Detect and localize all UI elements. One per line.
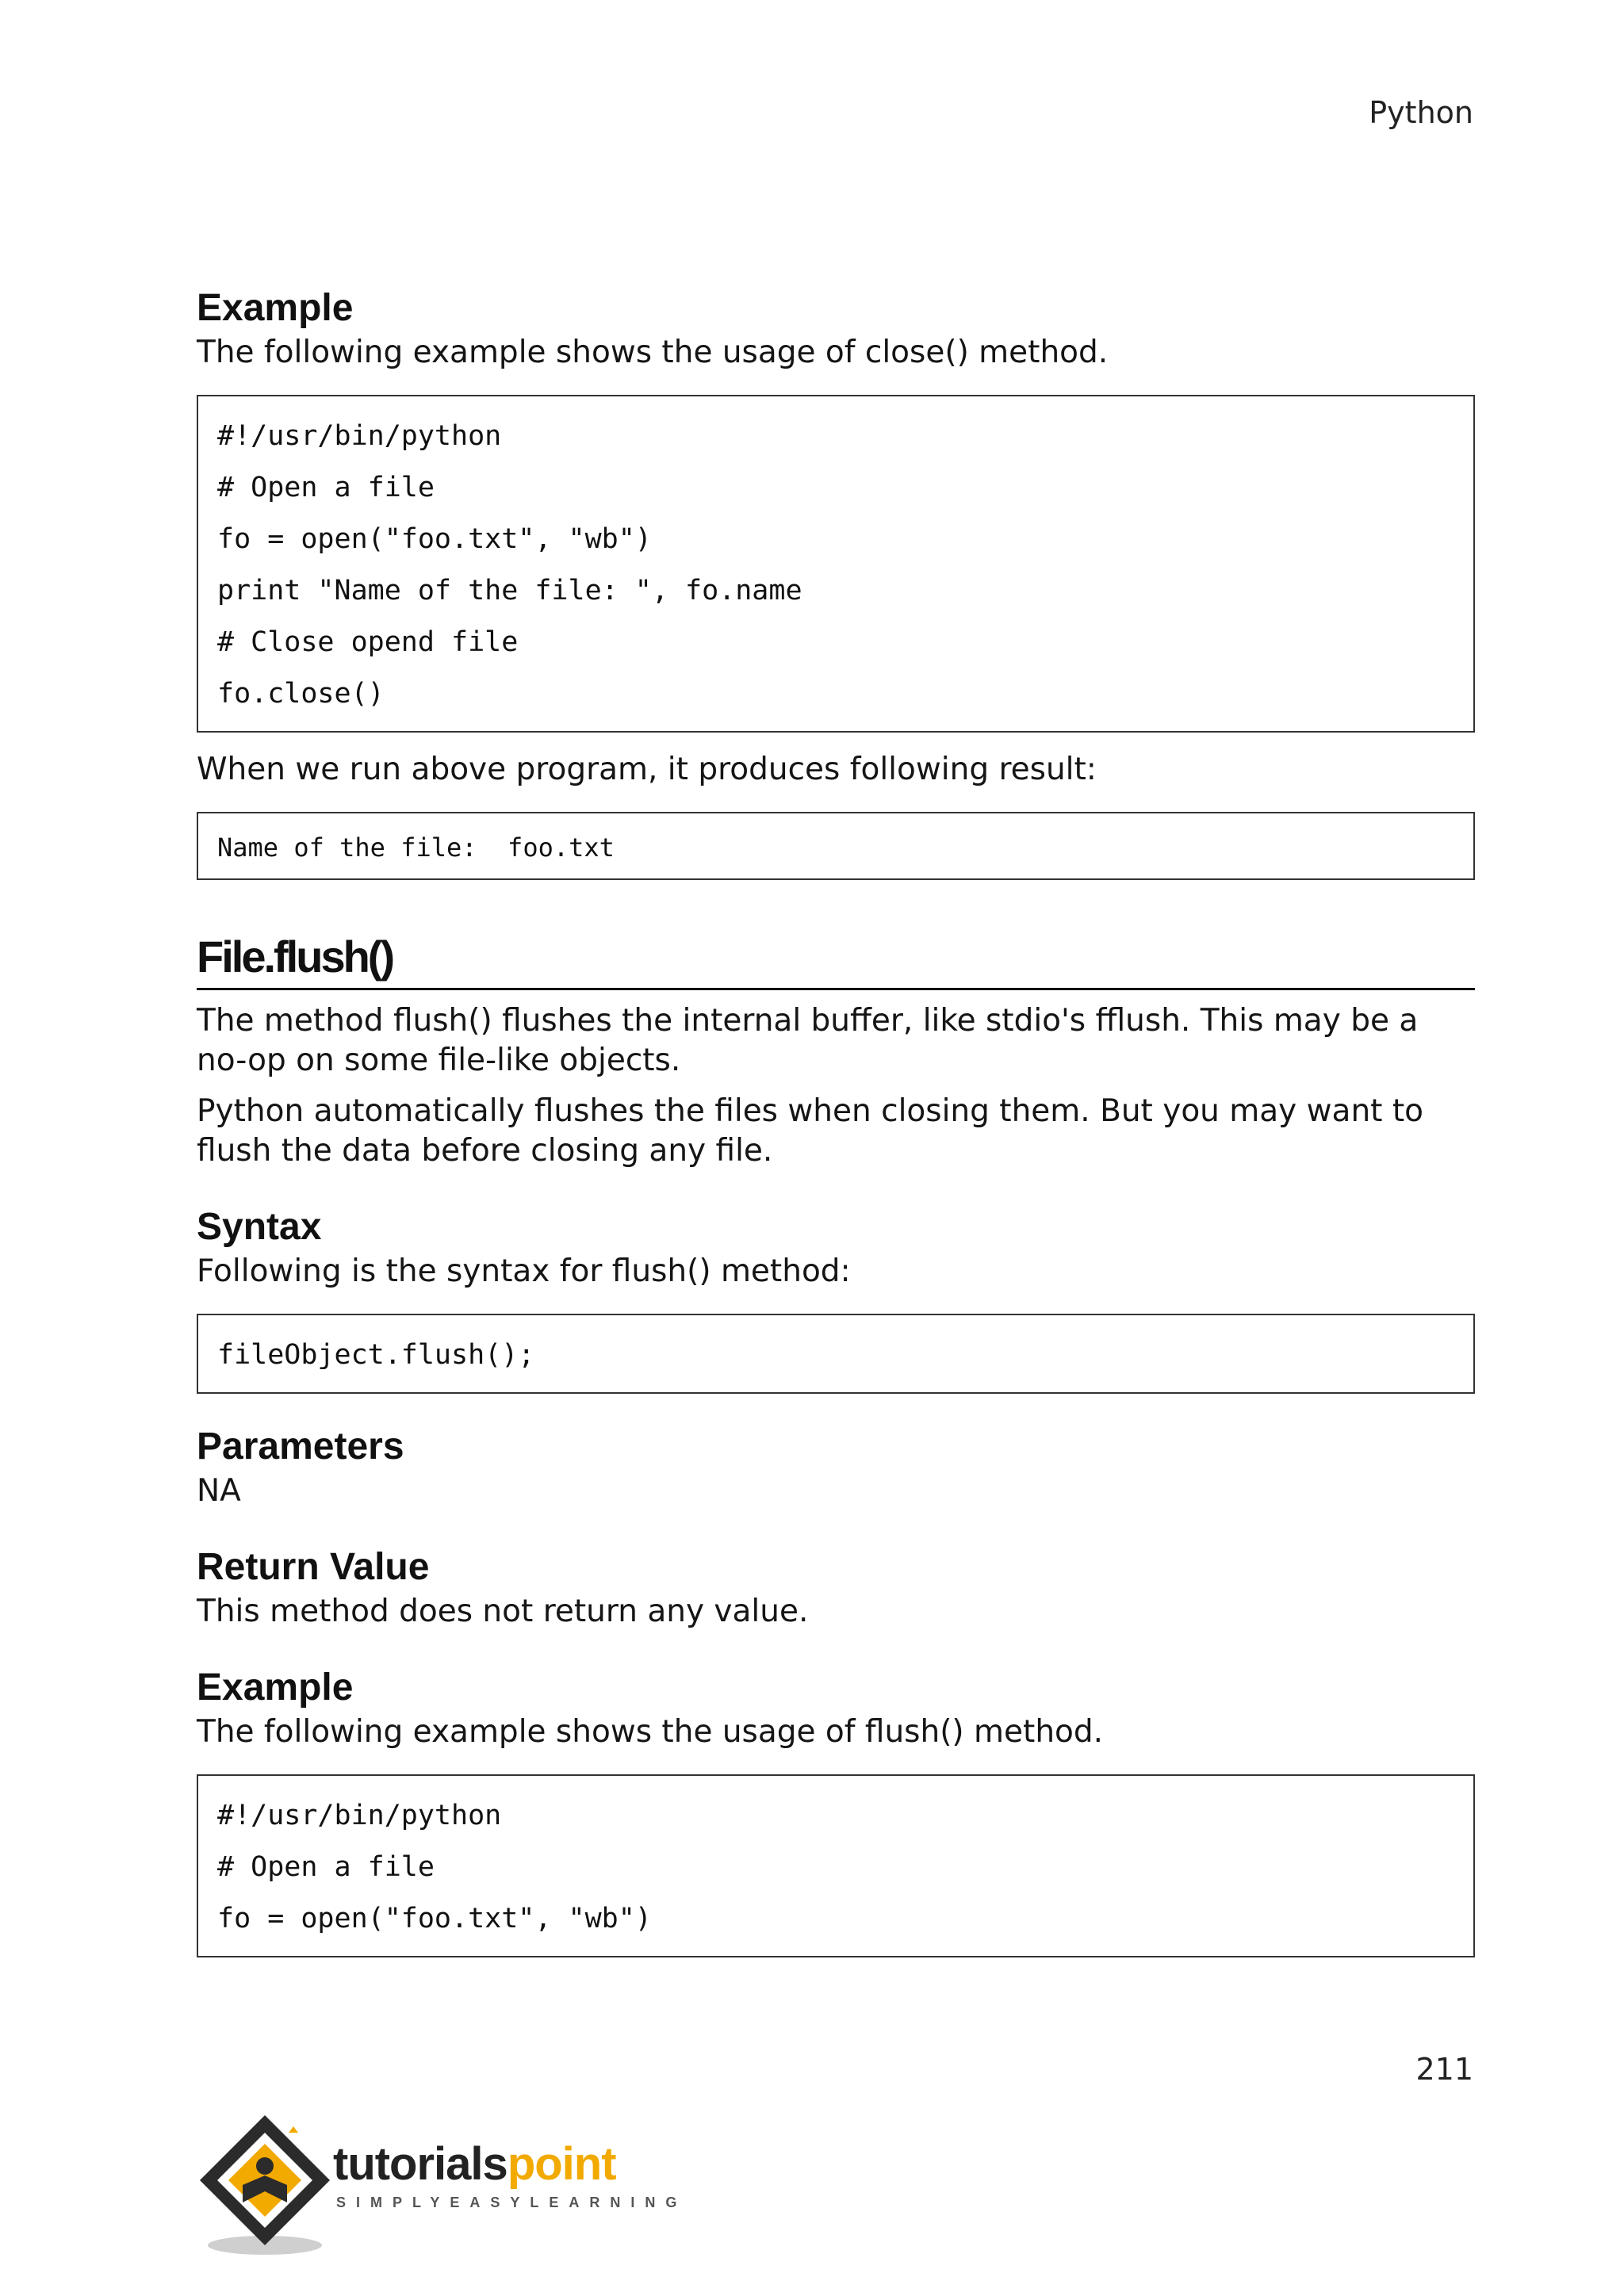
syntax-heading: Syntax	[197, 1206, 322, 1248]
logo-emblem-icon	[193, 2109, 336, 2260]
page-content	[197, 284, 1475, 1975]
code-block-flush-example	[197, 1774, 1475, 1957]
section-paragraph-2: Python automatically flushes the files when closing them. But you may want to flush the data before closing any file.	[197, 1093, 1424, 1169]
result-intro: When we run above program, it produces following result:	[197, 752, 1097, 787]
logo-tagline: SIMPLYEASYLEARNING	[336, 2195, 688, 2210]
code-line: #!/usr/bin/python	[217, 420, 502, 452]
section-paragraph-1: The method flush() flushes the internal buffer, like stdio's fflush. This may be a no-op on some file-like objects.	[197, 1003, 1419, 1078]
output-line: Name of the file: foo.txt	[217, 832, 615, 863]
code-line: # Close opend file	[217, 626, 519, 658]
example2-heading: Example	[197, 1667, 354, 1709]
example-heading: Example	[197, 287, 354, 329]
logo-wordmark: tutorialspoint	[333, 2138, 616, 2190]
code-line: # Open a file	[217, 472, 435, 503]
section-title: File.flush()	[197, 929, 1475, 990]
code-line: print "Name of the file: ", fo.name	[217, 575, 802, 607]
running-header: Python	[1369, 95, 1473, 130]
example2-intro: The following example shows the usage of flush() method.	[197, 1714, 1104, 1750]
code-line: fo = open("foo.txt", "wb")	[217, 523, 652, 555]
code-block-close-example	[197, 395, 1475, 733]
output-block	[197, 812, 1475, 880]
return-value-heading: Return Value	[197, 1546, 430, 1588]
code-line: fo.close()	[217, 678, 385, 710]
tutorialspoint-logo	[193, 2109, 688, 2260]
code-line: # Open a file	[217, 1851, 435, 1883]
return-value-text: This method does not return any value.	[197, 1594, 809, 1629]
code-block-syntax	[197, 1314, 1475, 1394]
code-line: fo = open("foo.txt", "wb")	[217, 1903, 652, 1934]
parameters-heading: Parameters	[197, 1425, 404, 1468]
code-line: fileObject.flush();	[217, 1339, 535, 1371]
parameters-text: NA	[197, 1473, 241, 1509]
example-intro: The following example shows the usage of close() method.	[197, 335, 1109, 370]
code-line: #!/usr/bin/python	[217, 1800, 502, 1831]
page-number: 211	[1415, 2052, 1473, 2087]
syntax-intro: Following is the syntax for flush() method:	[197, 1253, 851, 1289]
